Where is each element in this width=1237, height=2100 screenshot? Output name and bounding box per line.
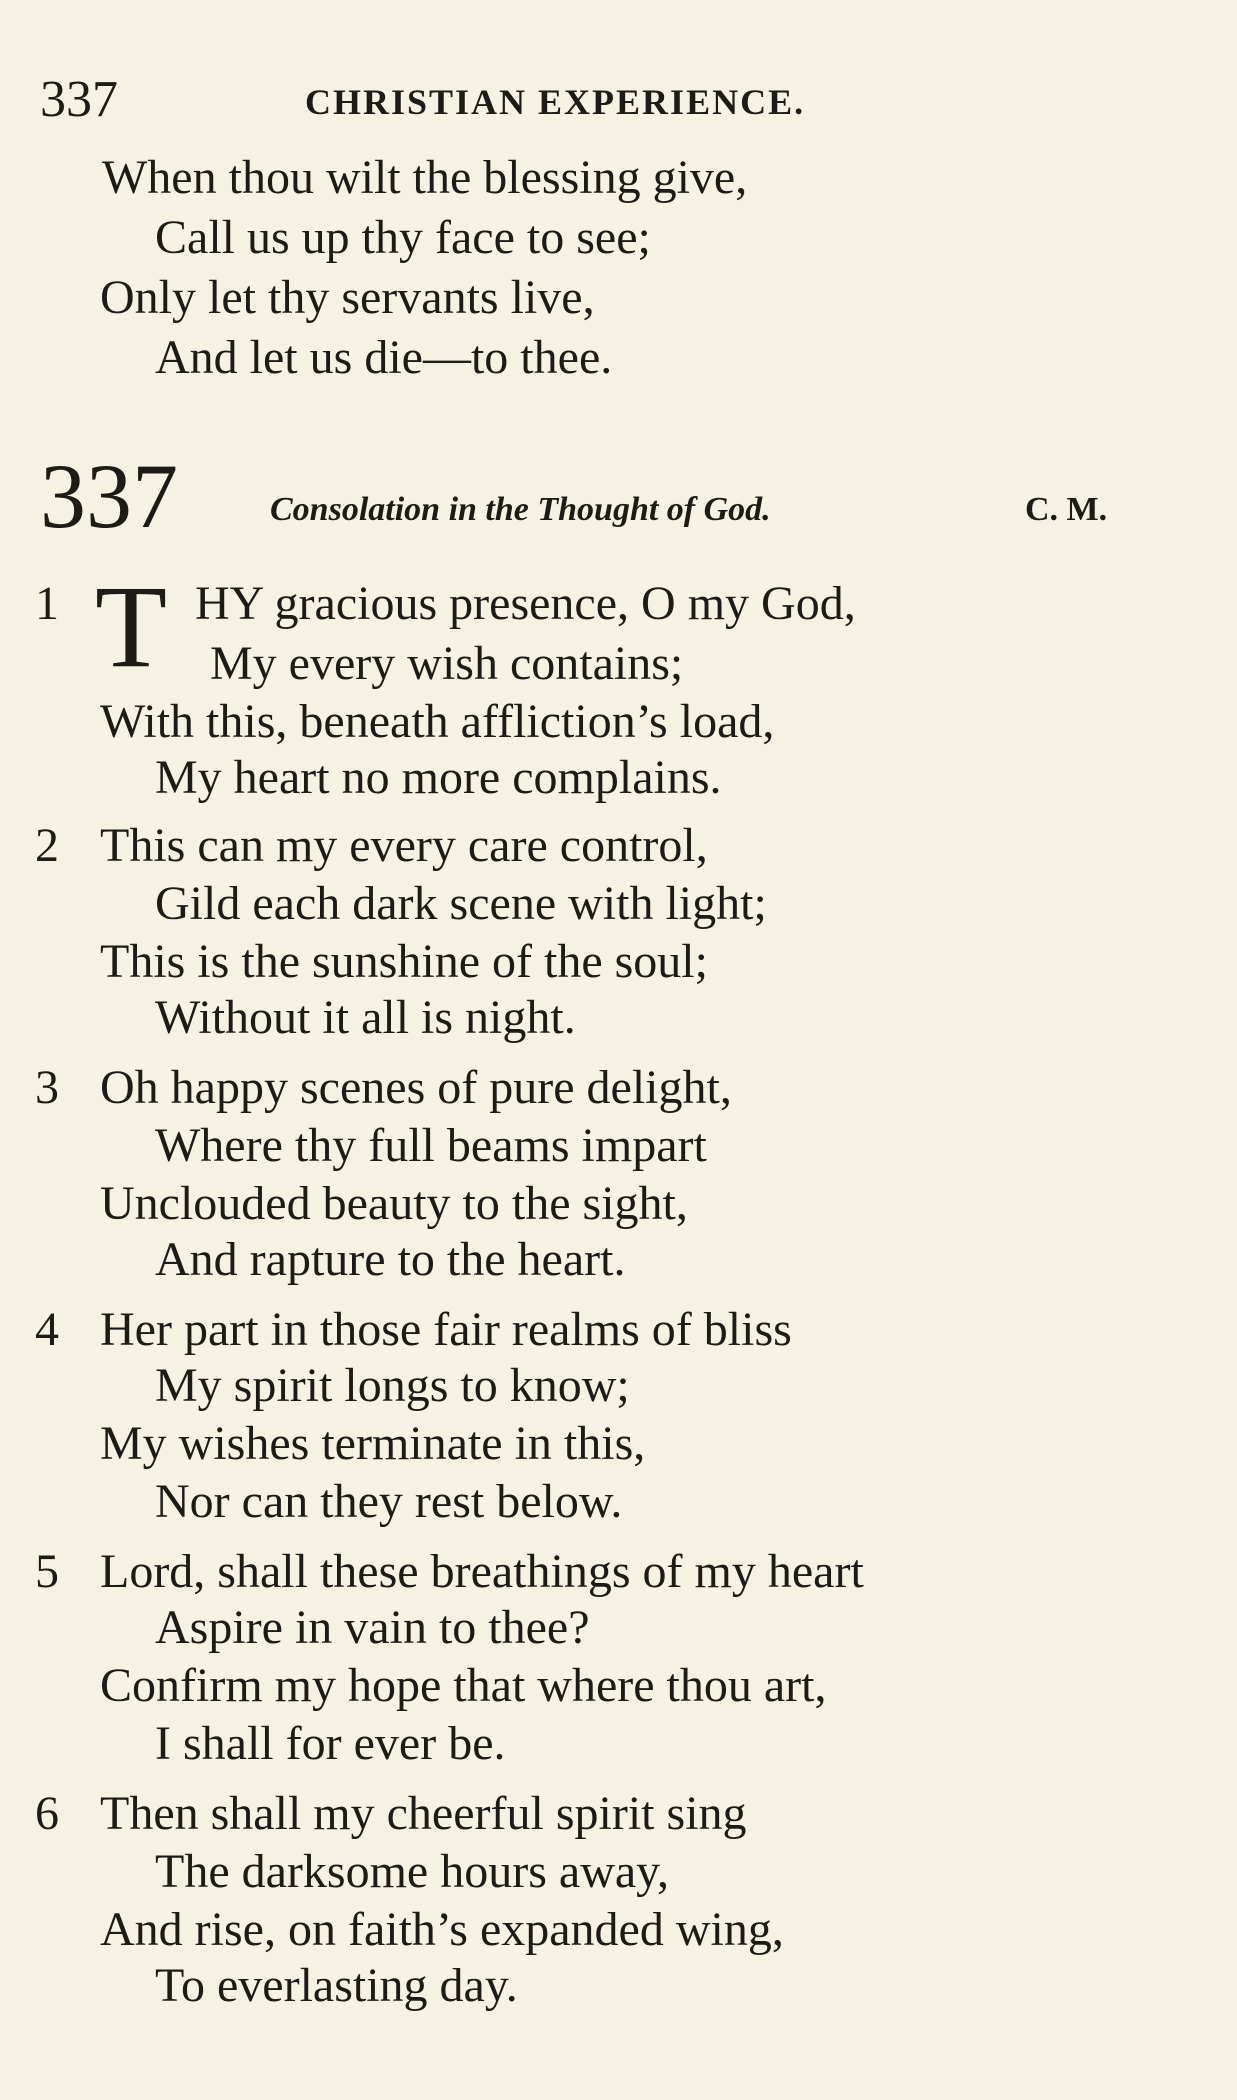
verse-line: The darksome hours away, [155,1845,670,1898]
previous-hymn-line: Only let thy servants live, [100,271,595,324]
verse-line: To everlasting day. [155,1959,518,2012]
previous-hymn-line: Call us up thy face to see; [155,211,651,264]
verse-number: 5 [35,1545,59,1598]
verse-line: Oh happy scenes of pure delight, [100,1061,732,1114]
verse-line: Nor can they rest below. [155,1475,623,1528]
verse-number: 1 [35,577,59,630]
verse-line: And rise, on faith’s expanded wing, [100,1903,784,1956]
verse-line: My heart no more complains. [155,751,722,804]
verse-line: Unclouded beauty to the sight, [100,1177,688,1230]
verse-line: And rapture to the heart. [155,1233,626,1286]
verse-line: My spirit longs to know; [155,1359,630,1412]
verse-line: Then shall my cheerful spirit sing [100,1787,747,1840]
previous-hymn-line: And let us die—to thee. [155,331,613,384]
page-number: 337 [40,71,118,128]
verse-number: 3 [35,1061,59,1114]
verse-line: Without it all is night. [155,991,576,1044]
section-title: CHRISTIAN EXPERIENCE. [305,82,806,122]
previous-hymn-line: When thou wilt the blessing give, [102,151,748,204]
verse-line: Where thy full beams impart [155,1119,707,1172]
verse-line: I shall for ever be. [155,1717,506,1770]
verse-number: 2 [35,819,59,872]
drop-cap: T [95,561,168,692]
verse-line: Her part in those fair realms of bliss [100,1303,792,1356]
verse-line: My wishes terminate in this, [100,1417,646,1470]
verse-line: Gild each dark scene with light; [155,877,767,930]
verse-number: 6 [35,1787,59,1840]
hymn-title: Consolation in the Thought of God. [270,491,771,528]
hymn-number: 337 [40,445,178,547]
hymn-header [40,445,1200,547]
hymn-meter: C. M. [1025,491,1108,528]
verse-line: This can my every care control, [100,819,708,872]
verse-number: 4 [35,1303,59,1356]
verse-line: HY gracious presence, O my God, [195,577,856,630]
verse-line: My every wish contains; [210,637,684,690]
verse-line: Aspire in vain to thee? [155,1601,590,1654]
verse-line: With this, beneath affliction’s load, [100,695,775,748]
verse-line: Confirm my hope that where thou art, [100,1659,827,1712]
verse-line: Lord, shall these breathings of my heart [100,1545,864,1598]
verse-line: This is the sunshine of the soul; [100,935,708,988]
running-head [40,70,1140,130]
